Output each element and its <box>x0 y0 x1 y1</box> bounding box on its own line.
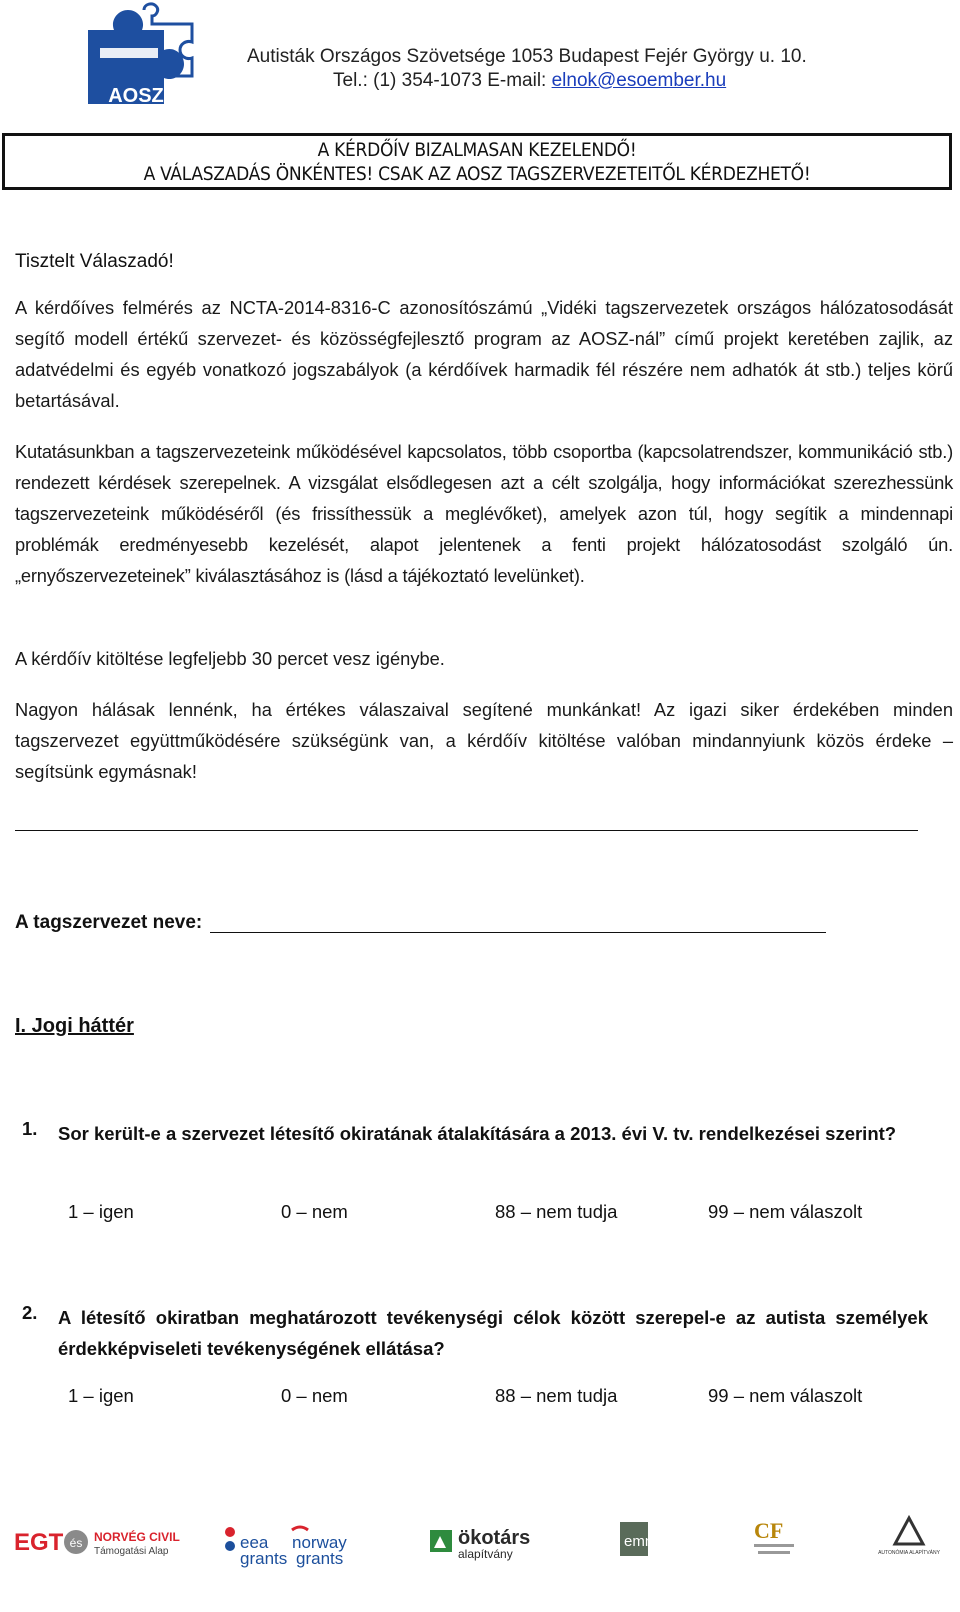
question-number: 2. <box>22 1302 38 1323</box>
emnet-text: emnet <box>624 1533 666 1550</box>
question-number: 1. <box>22 1118 38 1139</box>
tamogatasi-text: Támogatási Alap <box>94 1546 169 1557</box>
separator-line <box>15 830 918 831</box>
notice-line-2: A VÁLASZADÁS ÖNKÉNTES! CSAK AZ AOSZ TAGSZERVEZETEITŐL KÉRDEZHETŐ! <box>143 163 811 185</box>
emnet-logo <box>618 1508 684 1566</box>
answer-option[interactable]: 0 – nem <box>281 1385 348 1406</box>
notice-line-1: A KÉRDŐÍV BIZALMASAN KEZELENDŐ! <box>317 139 637 161</box>
cf-logo <box>748 1508 804 1566</box>
answer-option[interactable]: 0 – nem <box>281 1201 348 1222</box>
org-phone: Tel.: (1) 354-1073 E-mail: <box>333 70 552 91</box>
intro-paragraph: A kérdőíves felmérés az NCTA-2014-8316-C azonosítószámú „Vidéki tagszervezetek országos hálózatosodását segítő modell értékű szervezet- és közösségfejlesztő program az AOSZ-nál” című projekt keretében zajlik, az adatvédelmi és egyéb vonatkozó jogszabályok (a kérdőívek harmadik fél részére nem adhatók át stb.) teljes körű betartásával. <box>15 297 953 411</box>
alapitvany-text: alapítvány <box>458 1547 513 1561</box>
answer-option[interactable]: 1 – igen <box>68 1385 134 1406</box>
research-paragraph <box>15 436 953 591</box>
org-address: Autisták Országos Szövetsége 1053 Budapest Fejér György u. 10. <box>247 46 807 67</box>
okotars-logo <box>428 1508 538 1566</box>
answer-option[interactable]: 99 – nem válaszolt <box>708 1385 863 1406</box>
org-name-field[interactable] <box>210 932 826 933</box>
egt-norveg-civil-logo <box>14 1508 180 1566</box>
aosz-puzzle-logo <box>82 2 212 108</box>
org-name-label: A tagszervezet neve: <box>15 912 203 933</box>
research-paragraph-b: A vizsgálat elsődlegesen azt a célt szolgálja, hogy információkat szerezhessünk tagszervezeteink működéséről (és frissíthessük a meglévőket), amelyek azon túl, hogy segítik a mindennapi problémák eredményesebb kezelését, alapot jelentenek a fenti projekt hálózatosodást szolgáló ún. „ernyőszervezeteinek” kiválasztásához is (lásd a tájékoztató levelünket). <box>15 472 954 586</box>
norveg-text: NORVÉG CIVIL <box>94 1530 180 1544</box>
eea-text: eea <box>240 1533 269 1552</box>
org-contact <box>333 70 726 92</box>
confidential-notice <box>2 133 952 190</box>
question-text: A létesítő okiratban meghatározott tevékenységi célok között szerepel-e az autista személyek érdekképviseleti tevékenységének ellátása? <box>58 1307 928 1359</box>
section-title: I. Jogi háttér <box>15 1015 134 1037</box>
answer-option[interactable]: 1 – igen <box>68 1201 134 1222</box>
norway-text: norway <box>292 1533 347 1552</box>
research-paragraph-a: Kutatásunkban a tagszervezeteink működésével kapcsolatos, több csoportba (kapcsolatrendszer, kommunikáció stb.) rendezett kérdések szerepelnek. <box>15 441 953 493</box>
egt-text: EGT <box>14 1529 64 1556</box>
grants-text-1: grants <box>240 1549 288 1568</box>
grants-text-2: grants <box>296 1549 344 1568</box>
greeting: Tisztelt Válaszadó! <box>15 251 174 272</box>
question-text: Sor került-e a szervezet létesítő okiratának átalakítására a 2013. évi V. tv. rendelkezései szerint? <box>58 1123 897 1144</box>
okotars-text: ökotárs <box>458 1527 531 1549</box>
cf-text: CF <box>754 1518 784 1543</box>
logo-text: AOSZ <box>108 85 164 107</box>
autonomia-logo <box>878 1508 940 1566</box>
thanks-paragraph: Nagyon hálásak lennénk, ha értékes válaszaival segítené munkánkat! Az igazi siker érdekében minden tagszervezet együttműködésére szükségünk van, a kérdőív kitöltése valóban mindannyiunk közös érdeke – segítsünk egymásnak! <box>15 699 953 782</box>
eea-norway-grants-logo <box>222 1508 357 1566</box>
duration-paragraph: A kérdőív kitöltése legfeljebb 30 percet vesz igénybe. <box>15 648 445 669</box>
es-text: és <box>69 1536 83 1550</box>
autonomia-text: AUTONÓMIA ALAPÍTVÁNY <box>878 1550 940 1556</box>
email-link[interactable]: elnok@esoember.hu <box>551 70 727 91</box>
answer-option[interactable]: 88 – nem tudja <box>495 1201 618 1222</box>
answer-option[interactable]: 99 – nem válaszolt <box>708 1201 863 1222</box>
answer-option[interactable]: 88 – nem tudja <box>495 1385 618 1406</box>
